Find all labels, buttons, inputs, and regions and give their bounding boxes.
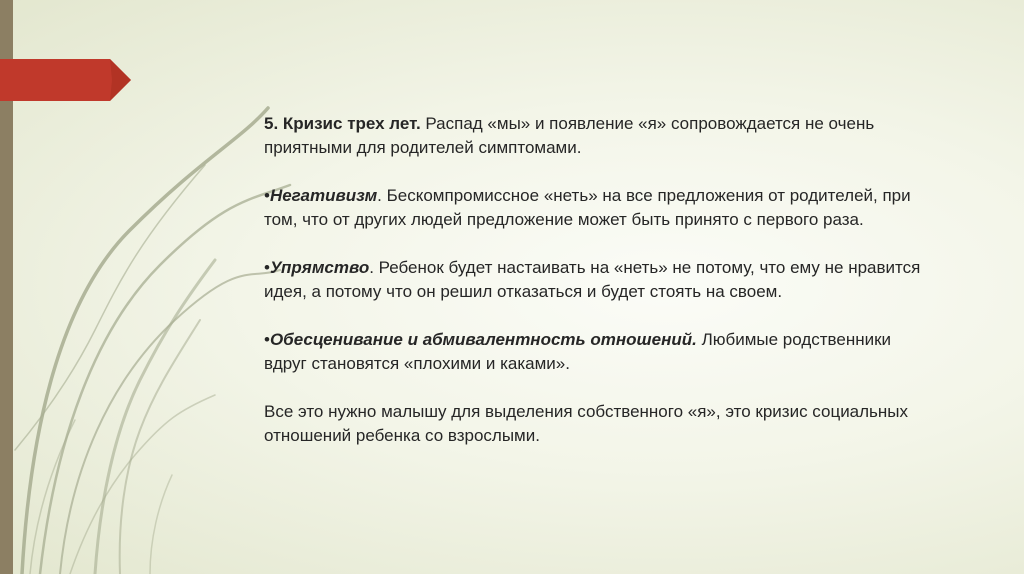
negativism-description: . Бескомпромиссное «неть» на все предложения от родителей, при том, что от других людей предложение может быть принято с первого раза. bbox=[264, 186, 911, 229]
paragraph-negativism bbox=[264, 184, 924, 232]
bullet: • bbox=[264, 186, 270, 205]
conclusion-text: Все это нужно малышу для выделения собственного «я», это кризис социальных отношений ребенка со взрослыми. bbox=[264, 402, 909, 445]
paragraph-crisis-title bbox=[264, 112, 924, 160]
bullet: • bbox=[264, 258, 270, 277]
negativism-term: Негативизм bbox=[269, 186, 378, 205]
paragraph-devaluation bbox=[264, 328, 924, 376]
devaluation-description: Любимые родственники вдруг становятся «плохими и каками». bbox=[264, 330, 892, 373]
devaluation-term: Обесценивание и абмивалентность отношений. bbox=[269, 330, 697, 349]
crisis-description: Распад «мы» и появление «я» сопровождается не очень приятными для родителей симптомами. bbox=[264, 114, 875, 157]
stubbornness-term: Упрямство bbox=[269, 258, 370, 277]
paragraph-conclusion bbox=[264, 400, 924, 448]
stubbornness-description: . Ребенок будет настаивать на «неть» не потому, что ему не нравится идея, а потому что он решил отказаться и будет стоять на своем. bbox=[264, 258, 921, 301]
crisis-title: 5. Кризис трех лет. bbox=[264, 114, 421, 133]
paragraph-stubbornness bbox=[264, 256, 924, 304]
slide-text-block bbox=[264, 112, 924, 448]
bullet: • bbox=[264, 330, 270, 349]
arrow-tab-decoration bbox=[0, 59, 131, 101]
